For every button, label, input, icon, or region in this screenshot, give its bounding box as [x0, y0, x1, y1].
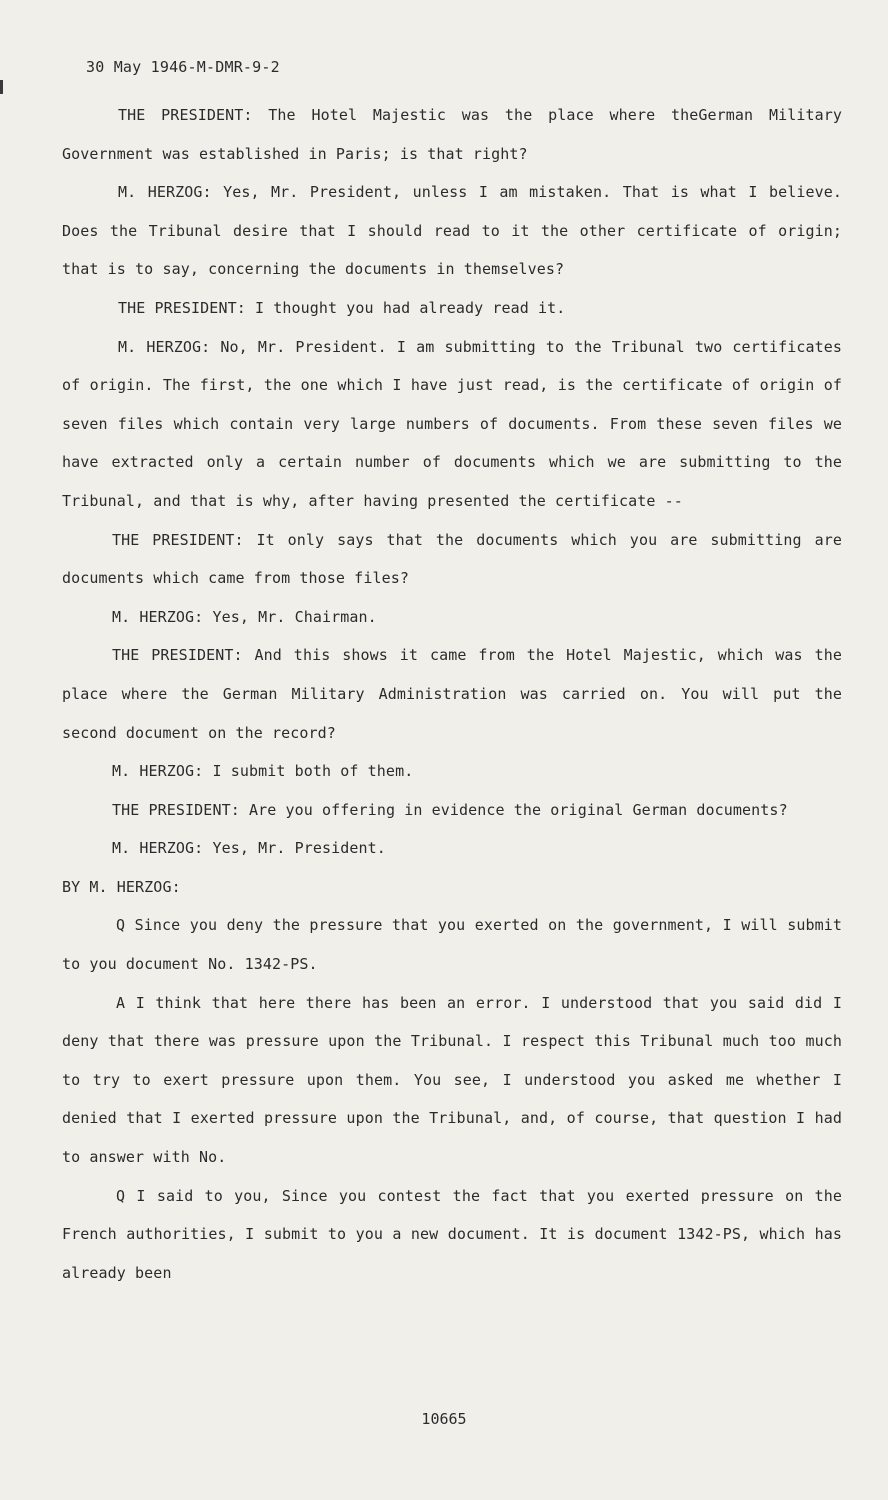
page-number: 10665 — [421, 1410, 467, 1428]
speaker-label: M. HERZOG: — [112, 762, 204, 781]
paragraph-text: The Hotel Majestic was the place where theGerman Military Government was established in Paris; is that right? — [62, 106, 842, 163]
speaker-label: THE PRESIDENT: — [118, 298, 246, 317]
speaker-label: M. HERZOG: — [112, 839, 204, 858]
by-line: BY M. HERZOG: — [62, 877, 181, 896]
qa-paragraph — [62, 906, 842, 983]
paragraph-text: And this shows it came from the Hotel Majestic, which was the place where the German Military Administration was carried on. You will put the second document on the record? — [62, 646, 842, 742]
paragraph-text: Yes, Mr. President, unless I am mistaken. That is what I believe. Does the Tribunal desire that I should read to it the other certificate of origin; that is to say, concerning the documents in themselves? — [62, 183, 843, 279]
transcript-paragraph — [62, 96, 842, 173]
transcript-body — [62, 96, 842, 1292]
qa-paragraph — [62, 984, 842, 1177]
qa-label: Q — [116, 1186, 126, 1205]
qa-paragraph — [62, 1177, 842, 1293]
speaker-label: M. HERZOG: — [118, 337, 211, 356]
paragraph-text: No, Mr. President. I am submitting to the Tribunal two certificates of origin. The first, the one which I have just read, is the certificate of origin of seven files which contain very large numbers of documents. From these seven files we have extracted only a certain number of documents which we are submitting to the Tribunal, and that is why, after having presented the certificate -- — [62, 337, 842, 510]
qa-label: Q — [116, 916, 126, 935]
speaker-label: M. HERZOG: — [118, 183, 212, 202]
transcript-paragraph — [62, 328, 842, 521]
qa-text: I think that here there has been an error. I understood that you said did I deny that there was pressure upon the Tribunal. I respect this Tribunal much too much to try to exert pressure upon them. You see, I understood you asked me whether I denied that I exerted pressure upon the Tribunal, and, of course, that question I had to answer with No. — [62, 993, 842, 1167]
speaker-label: THE PRESIDENT: — [112, 646, 243, 665]
page-header: 30 May 1946-M-DMR-9-2 — [86, 58, 280, 76]
speaker-label: M. HERZOG: — [112, 607, 204, 626]
paragraph-text: It only says that the documents which you are submitting are documents which came from those files? — [62, 530, 842, 588]
transcript-paragraph — [62, 791, 842, 830]
paragraph-text: Are you offering in evidence the original German documents? — [248, 800, 788, 819]
qa-text: Since you deny the pressure that you exerted on the government, I will submit to you document No. 1342-PS. — [62, 916, 842, 974]
margin-mark — [0, 80, 3, 94]
transcript-paragraph — [62, 636, 842, 752]
transcript-paragraph — [62, 173, 842, 289]
transcript-paragraph — [62, 829, 842, 868]
transcript-paragraph — [62, 752, 842, 791]
transcript-paragraph — [62, 289, 842, 328]
speaker-label: THE PRESIDENT: — [112, 800, 240, 819]
transcript-paragraph — [62, 598, 842, 637]
speaker-label: THE PRESIDENT: — [118, 106, 253, 124]
qa-text: I said to you, Since you contest the fact that you exerted pressure on the French authorities, I submit to you a new document. It is document 1342-PS, which has already been — [62, 1186, 842, 1282]
qa-label: A — [116, 993, 126, 1012]
paragraph-text: Yes, Mr. Chairman. — [212, 607, 377, 626]
transcript-paragraph — [62, 521, 842, 598]
paragraph-text: I thought you had already read it. — [254, 298, 566, 317]
paragraph-text: I submit both of them. — [212, 762, 414, 781]
paragraph-text: Yes, Mr. President. — [212, 839, 386, 858]
speaker-label: THE PRESIDENT: — [112, 530, 244, 549]
